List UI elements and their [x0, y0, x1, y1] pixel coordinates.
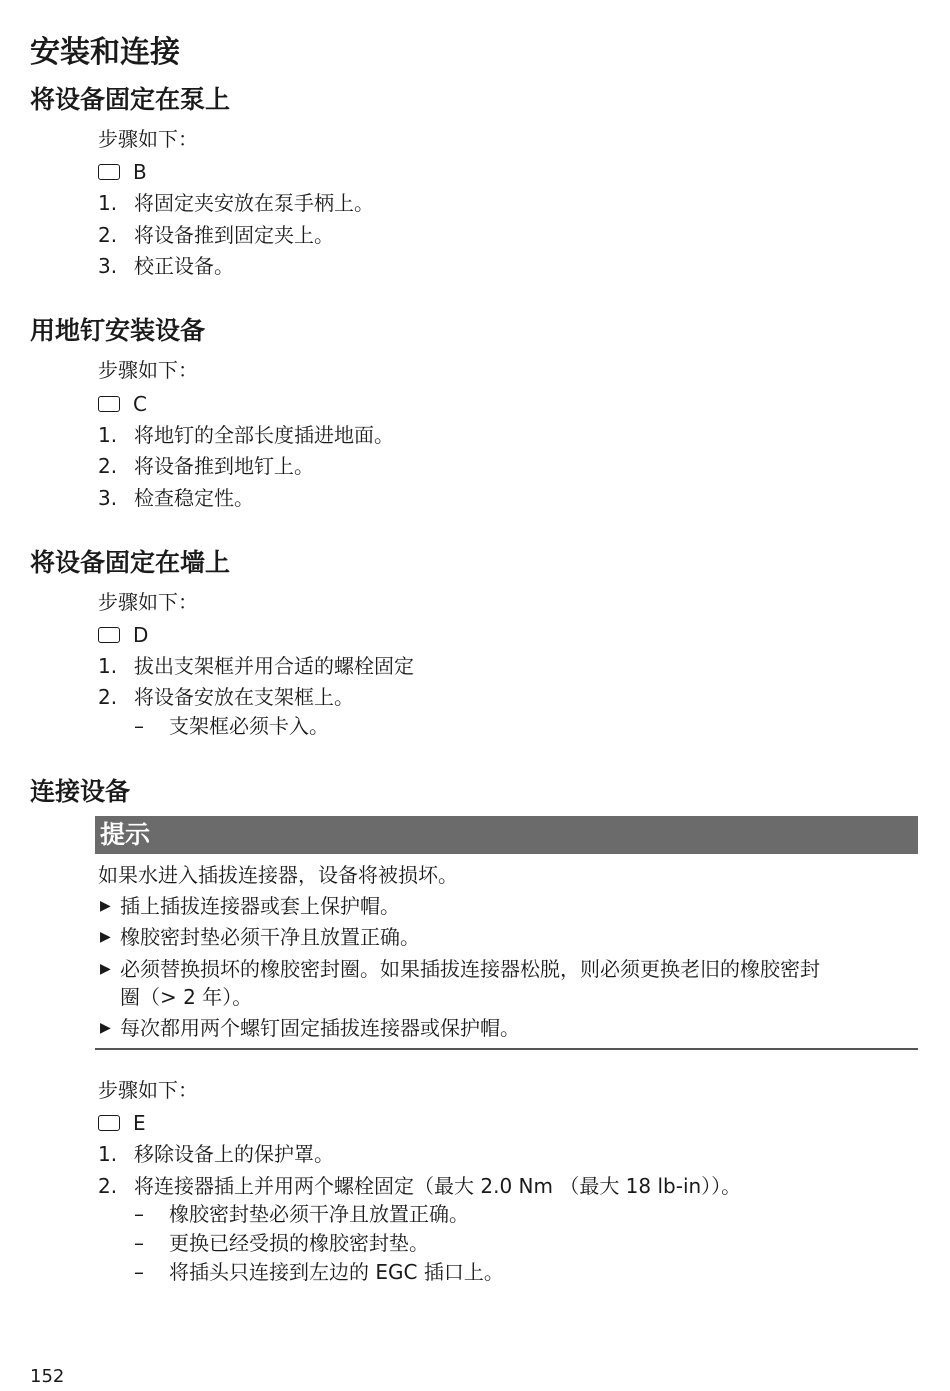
step-number: 3.	[98, 254, 118, 278]
step-number: 3.	[98, 486, 118, 510]
sub-step-text: 将插头只连接到左边的 EGC 插口上。	[169, 1260, 504, 1284]
figure-label: B	[133, 160, 147, 184]
figure-label: E	[133, 1111, 146, 1135]
note-divider	[95, 1048, 918, 1050]
figure-ref	[98, 392, 147, 416]
step-text: 移除设备上的保护罩。	[134, 1142, 334, 1166]
figure-ref	[98, 623, 148, 647]
page-number: 152	[30, 1366, 65, 1387]
section-heading-pump: 将设备固定在泵上	[30, 85, 231, 114]
steps-intro: 步骤如下：	[98, 1078, 198, 1102]
step-text: 校正设备。	[134, 254, 234, 278]
note-text: 如果水进入插拔连接器，设备将被损坏。	[98, 863, 458, 887]
step-number: 1.	[98, 423, 118, 447]
figure-icon	[98, 396, 120, 412]
step-number: 1.	[98, 654, 118, 678]
step-text: 将连接器插上并用两个螺栓固定（最大 2.0 Nm （最大 18 lb-in））。	[134, 1174, 742, 1198]
sub-step-text: 更换已经受损的橡胶密封垫。	[169, 1231, 429, 1255]
figure-icon	[98, 627, 120, 643]
note-bullet: 必须替换损坏的橡胶密封圈。如果插拔连接器松脱，则必须更换老旧的橡胶密封	[120, 957, 820, 981]
sub-step-text: 支架框必须卡入。	[169, 714, 329, 738]
page-title: 安装和连接	[30, 35, 180, 70]
step-text: 将设备安放在支架框上。	[134, 685, 354, 709]
steps-intro: 步骤如下：	[98, 590, 198, 614]
sub-dash: –	[134, 1260, 144, 1284]
bullet-arrow-icon: ▶	[100, 929, 111, 945]
figure-label: C	[133, 392, 147, 416]
step-text: 将设备推到固定夹上。	[134, 223, 334, 247]
note-bullet-continuation: 圈（> 2 年）。	[120, 985, 253, 1009]
bullet-arrow-icon: ▶	[100, 1020, 111, 1036]
note-bullet: 橡胶密封垫必须干净且放置正确。	[120, 925, 420, 949]
figure-ref	[98, 1111, 146, 1135]
step-text: 拔出支架框并用合适的螺栓固定	[134, 654, 414, 678]
steps-intro: 步骤如下：	[98, 358, 198, 382]
step-text: 将地钉的全部长度插进地面。	[134, 423, 394, 447]
step-text: 检查稳定性。	[134, 486, 254, 510]
section-heading-connect: 连接设备	[30, 777, 131, 806]
section-heading-ground-spike: 用地钉安装设备	[30, 316, 206, 345]
note-title: 提示	[100, 820, 151, 849]
steps-intro: 步骤如下：	[98, 127, 198, 151]
figure-ref	[98, 160, 147, 184]
sub-dash: –	[134, 1231, 144, 1255]
step-number: 2.	[98, 1174, 118, 1198]
step-text: 将设备推到地钉上。	[134, 454, 314, 478]
step-number: 2.	[98, 454, 118, 478]
step-number: 2.	[98, 223, 118, 247]
sub-dash: –	[134, 714, 144, 738]
step-number: 2.	[98, 685, 118, 709]
step-text: 将固定夹安放在泵手柄上。	[134, 191, 374, 215]
section-heading-wall: 将设备固定在墙上	[30, 548, 231, 577]
sub-dash: –	[134, 1202, 144, 1226]
figure-label: D	[133, 623, 149, 647]
step-number: 1.	[98, 1142, 118, 1166]
bullet-arrow-icon: ▶	[100, 961, 111, 977]
sub-step-text: 橡胶密封垫必须干净且放置正确。	[169, 1202, 469, 1226]
note-bullet: 每次都用两个螺钉固定插拔连接器或保护帽。	[120, 1016, 520, 1040]
figure-icon	[98, 1115, 120, 1131]
bullet-arrow-icon: ▶	[100, 898, 111, 914]
figure-icon	[98, 164, 120, 180]
step-number: 1.	[98, 191, 118, 215]
note-bullet: 插上插拔连接器或套上保护帽。	[120, 894, 400, 918]
note-header	[95, 816, 918, 854]
